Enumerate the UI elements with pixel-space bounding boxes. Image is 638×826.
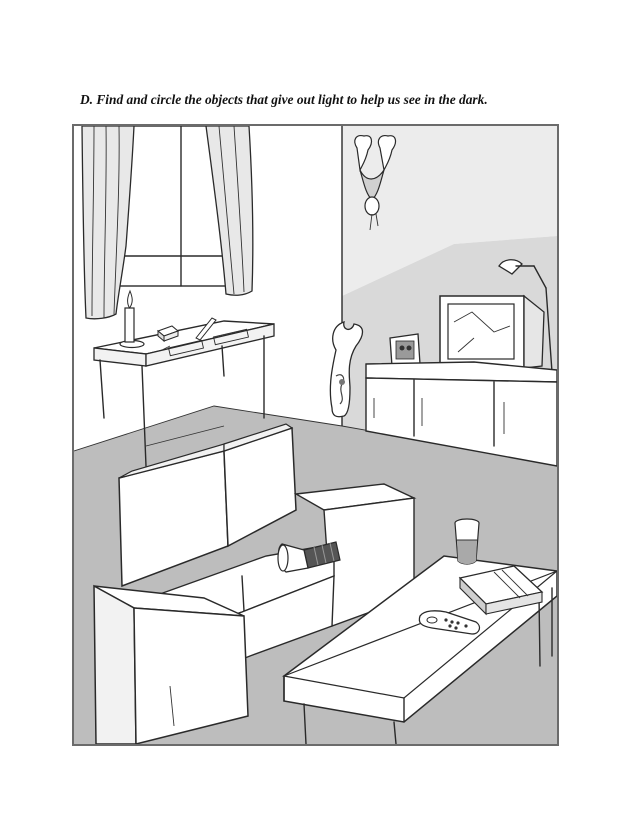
instruction-text: D. Find and circle the objects that give out light to help us see in the dark.: [80, 92, 488, 107]
glass: [455, 519, 479, 564]
television: [440, 296, 544, 368]
living-room-illustration: [72, 124, 559, 746]
photo-frame: [390, 334, 420, 366]
